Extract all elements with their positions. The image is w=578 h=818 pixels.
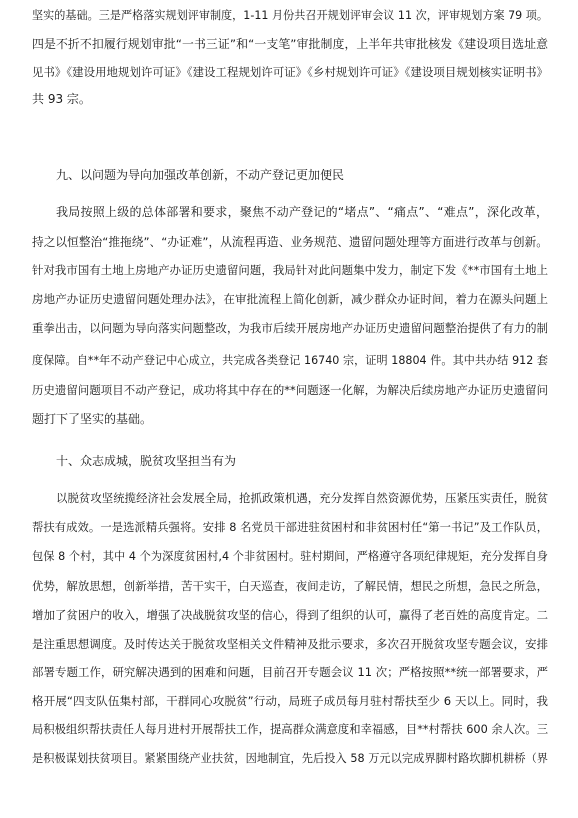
paragraph-line: 坚实的基础。三是严格落实规划评审制度，1-11 月份共召开规划评审会议 11 次，评审规划方案 79 项。 bbox=[32, 9, 548, 22]
paragraph-line: 历史遗留问题项目不动产登记，成功将其中存在的**问题逐一化解，为解决后续房地产办证历史遗留问 bbox=[32, 383, 548, 397]
paragraph-line: 我局按照上级的总体部署和要求，聚焦不动产登记的“堵点”、“痛点”、“难点”，深化改革， bbox=[56, 205, 548, 219]
paragraph-line: 增加了贫困户的收入，增强了决战脱贫攻坚的信心，得到了组织的认可，赢得了老百姓的高度肯定。二 bbox=[32, 608, 548, 622]
paragraph-line: 是积极谋划扶贫项目。紧紧围绕产业扶贫，因地制宜，先后投入 58 万元以完成界脚村路坎脚机耕桥（界 bbox=[32, 752, 548, 765]
paragraph-line: 是注重思想调度。及时传达关于脱贫攻坚相关文件精神及批示要求，多次召开脱贫攻坚专题会议，安排 bbox=[32, 637, 548, 651]
paragraph-line: 针对我市国有土地上房地产办证历史遗留问题，我局针对此问题集中发力，制定下发《**市国有土地上 bbox=[32, 263, 548, 277]
paragraph-line: 共 93 宗。 bbox=[32, 92, 91, 106]
section-heading-10: 十、众志成城，脱贫攻坚担当有为 bbox=[56, 454, 237, 468]
paragraph-line: 部署专题工作，研究解决遇到的困难和问题，目前召开专题会议 11 次；严格按照**统一部署要求，严 bbox=[32, 665, 548, 679]
paragraph-line: 度保障。自**年不动产登记中心成立，共完成各类登记 16740 宗，证明 18804 件。其中共办结 912 套 bbox=[32, 354, 548, 367]
paragraph-line: 以脱贫攻坚统揽经济社会发展全局，抢抓政策机遇，充分发挥自然资源优势，压紧压实责任，脱贫 bbox=[56, 491, 548, 505]
paragraph-line: 局积极组织帮扶责任人每月进村开展帮扶工作，提高群众满意度和幸福感，目**村帮扶 600 余人次。三 bbox=[32, 723, 548, 736]
paragraph-line: 包保 8 个村，其中 4 个为深度贫困村,4 个非贫困村。驻村期间，严格遵守各项纪律规矩，充分发挥自身 bbox=[32, 550, 548, 563]
paragraph-line: 重拳出击，以问题为导向落实问题整改，为我市后续开展房地产办证历史遗留问题整治提供了有力的制 bbox=[32, 321, 548, 335]
paragraph-line: 四是不折不扣履行规划审批“一书三证”和“一支笔”审批制度，上半年共审批核发《建设项目选址意 bbox=[32, 37, 548, 51]
paragraph-line: 题打下了坚实的基础。 bbox=[32, 412, 153, 426]
paragraph-line: 帮扶有成效。一是选派精兵强将。安排 8 名党员干部进驻贫困村和非贫困村任“第一书记”及工作队员， bbox=[32, 521, 548, 534]
paragraph-line: 优势，解放思想，创新举措，苦干实干，白天巡查，夜间走访，了解民情，想民之所想，急民之所急， bbox=[32, 579, 548, 593]
section-heading-9: 九、以问题为导向加强改革创新，不动产登记更加便民 bbox=[56, 168, 345, 182]
paragraph-line: 见书》《建设用地规划许可证》《建设工程规划许可证》《乡村规划许可证》《建设项目规划核实证明书》 bbox=[32, 65, 548, 79]
paragraph-line: 格开展“四支队伍集村部，干群同心攻脱贫”行动，局班子成员每月驻村帮扶至少 6 天以上。同时，我 bbox=[32, 694, 548, 708]
paragraph-line: 房地产办证历史遗留问题处理办法》，在审批流程上简化创新，减少群众办证时间，着力在源头问题上 bbox=[32, 292, 548, 306]
paragraph-line: 持之以恒整治“推拖绕”、“办证难”，从流程再造、业务规范、遗留问题处理等方面进行改革与创新。 bbox=[32, 235, 548, 249]
